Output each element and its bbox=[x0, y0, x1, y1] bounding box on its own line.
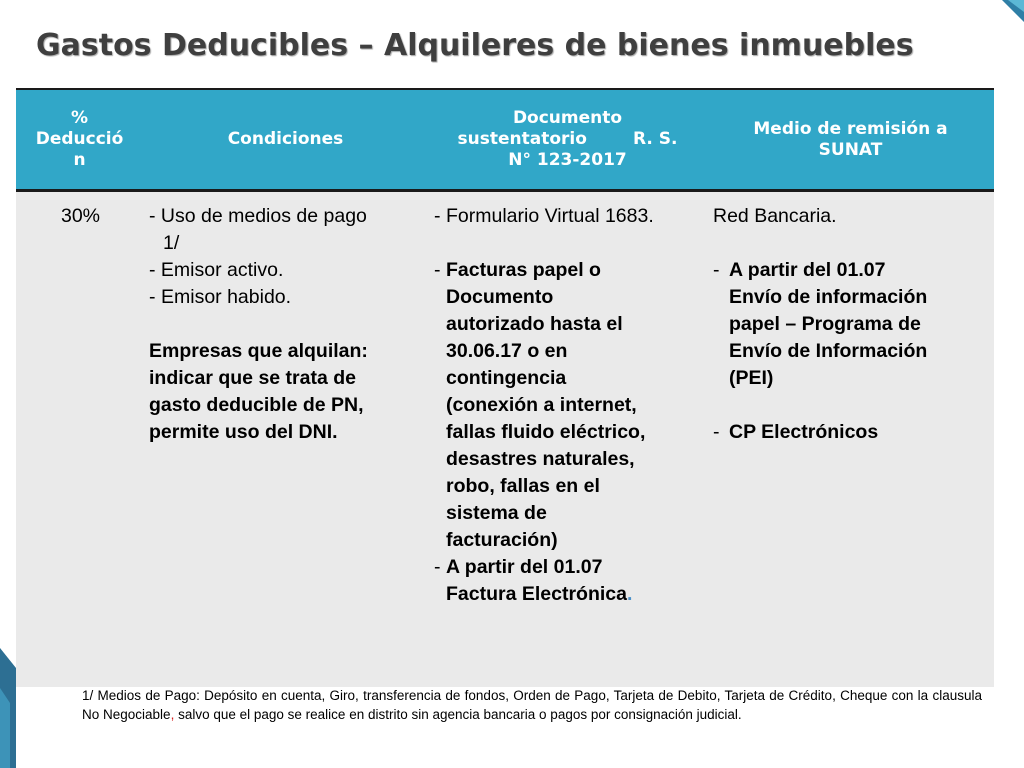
condition-note: Empresas que alquilan: indicar que se trata de gasto deducible de PN, permite uso del DNI. bbox=[149, 340, 368, 443]
condition-item: - Emisor activo. bbox=[149, 259, 284, 281]
method-item: - A partir del 01.07 Envío de información papel – Programa de Envío de Información (PEI) bbox=[713, 259, 928, 389]
deduction-percent-cell: 30% bbox=[16, 191, 143, 688]
table-header-row bbox=[16, 89, 994, 191]
method-item: - CP Electrónicos bbox=[713, 421, 879, 443]
document-item: - Formulario Virtual 1683. bbox=[434, 205, 654, 227]
supporting-document-cell bbox=[428, 191, 707, 688]
corner-decoration bbox=[998, 0, 1024, 24]
deductions-table bbox=[16, 88, 994, 687]
header-supporting-document: Documento sustentatorio R. S. N° 123-2017 bbox=[428, 89, 707, 191]
submission-method-cell bbox=[707, 191, 994, 688]
header-submission-method: Medio de remisión a SUNAT bbox=[707, 89, 994, 191]
footnote-ref: 1/ bbox=[163, 232, 180, 254]
page-title: Gastos Deducibles – Alquileres de bienes inmuebles bbox=[36, 28, 914, 63]
condition-item: - Emisor habido. bbox=[149, 286, 292, 308]
condition-item: - Uso de medios de pago bbox=[149, 205, 367, 227]
table-row bbox=[16, 191, 994, 688]
method-item: Red Bancaria. bbox=[713, 205, 837, 227]
header-deduction-percent: % Deducció n bbox=[16, 89, 143, 191]
document-item: - A partir del 01.07 Factura Electrónica. bbox=[434, 556, 633, 605]
left-edge-decoration bbox=[0, 648, 16, 768]
conditions-cell bbox=[143, 191, 428, 688]
footnote: 1/ Medios de Pago: Depósito en cuenta, Giro, transferencia de fondos, Orden de Pago, Tarjeta de Debito, Tarjeta de Crédito, Cheque con la clausula No Negociable, salvo que el pago se realice en distrito sin agencia bancaria o pagos por consignación judicial. bbox=[82, 688, 982, 722]
header-conditions: Condiciones bbox=[143, 89, 428, 191]
document-item: - Facturas papel o Documento autorizado hasta el 30.06.17 o en contingencia (conexión a internet, fallas fluido eléctrico, desastres naturales, robo, fallas en el sistema de facturación) bbox=[434, 259, 646, 551]
